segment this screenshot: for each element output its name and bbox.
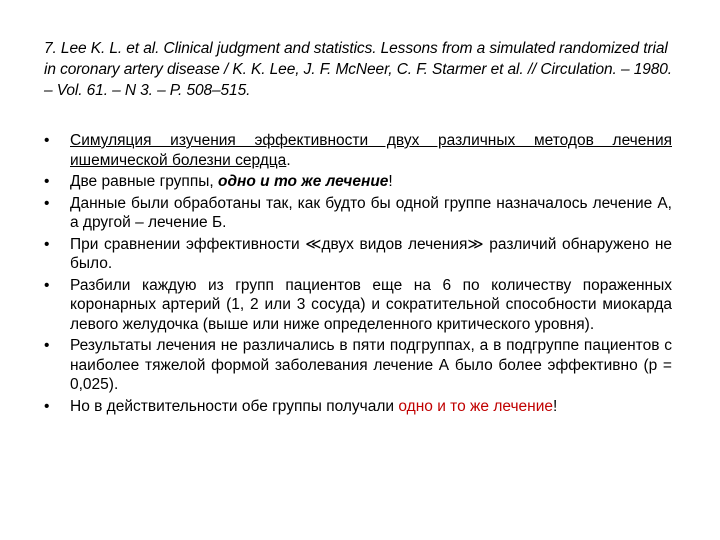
item-text: Но в действительности обе группы получали: [70, 397, 399, 415]
list-item: [44, 397, 672, 417]
bullet-icon: •: [44, 173, 50, 190]
bullet-icon: •: [44, 397, 50, 415]
item-text: Результаты лечения не различались в пяти подгруппах, а в подгруппе пациентов с наиболее тяжелой формой заболевания лечение А было более эффективно (р = 0,025).: [70, 337, 672, 393]
list-item: [44, 172, 672, 192]
item-text: При сравнении эффективности ≪двух видов лечения≫ различий обнаружено не было.: [70, 235, 672, 272]
item-tail: !: [553, 397, 558, 415]
reference-citation: 7. Lee K. L. et al. Clinical judgment and statistics. Lessons from a simulated randomized trial in coronary artery disease / K. K. Lee, J. F. McNeer, C. F. Starmer et al. // Circulation. – 1980. – Vol. 61. – N 3. – P. 508–515.: [44, 40, 672, 99]
bullet-icon: •: [44, 235, 50, 253]
list-item: [44, 194, 672, 233]
list-item: [44, 131, 672, 170]
item-tail: !: [388, 173, 393, 190]
bullet-icon: •: [44, 132, 50, 149]
item-emphasis: одно и то же лечение: [217, 173, 389, 190]
item-underlined-text: Симуляция изучения эффективности двух различных методов лечения ишемической болезни сердца: [70, 132, 672, 169]
bullet-list: [44, 131, 672, 418]
bullet-icon: •: [44, 276, 50, 294]
item-text: Разбили каждую из групп пациентов еще на 6 по количеству пораженных коронарных артерий (1, 2 или 3 сосуда) и сократительной способности миокарда левого желудочка (выше или ниже определенного критического уровня).: [70, 276, 672, 333]
bullet-icon: •: [44, 194, 50, 212]
item-text: Данные были обработаны так, как будто бы одной группе назначалось лечение А, а другой – лечение Б.: [70, 194, 672, 231]
list-item: [44, 235, 672, 274]
list-item: [44, 336, 672, 395]
item-tail: .: [286, 151, 291, 169]
bullet-icon: •: [44, 337, 50, 354]
item-text: Две равные группы,: [70, 173, 218, 190]
item-red-emphasis: одно и то же лечение: [398, 397, 553, 415]
list-item: [44, 276, 672, 335]
